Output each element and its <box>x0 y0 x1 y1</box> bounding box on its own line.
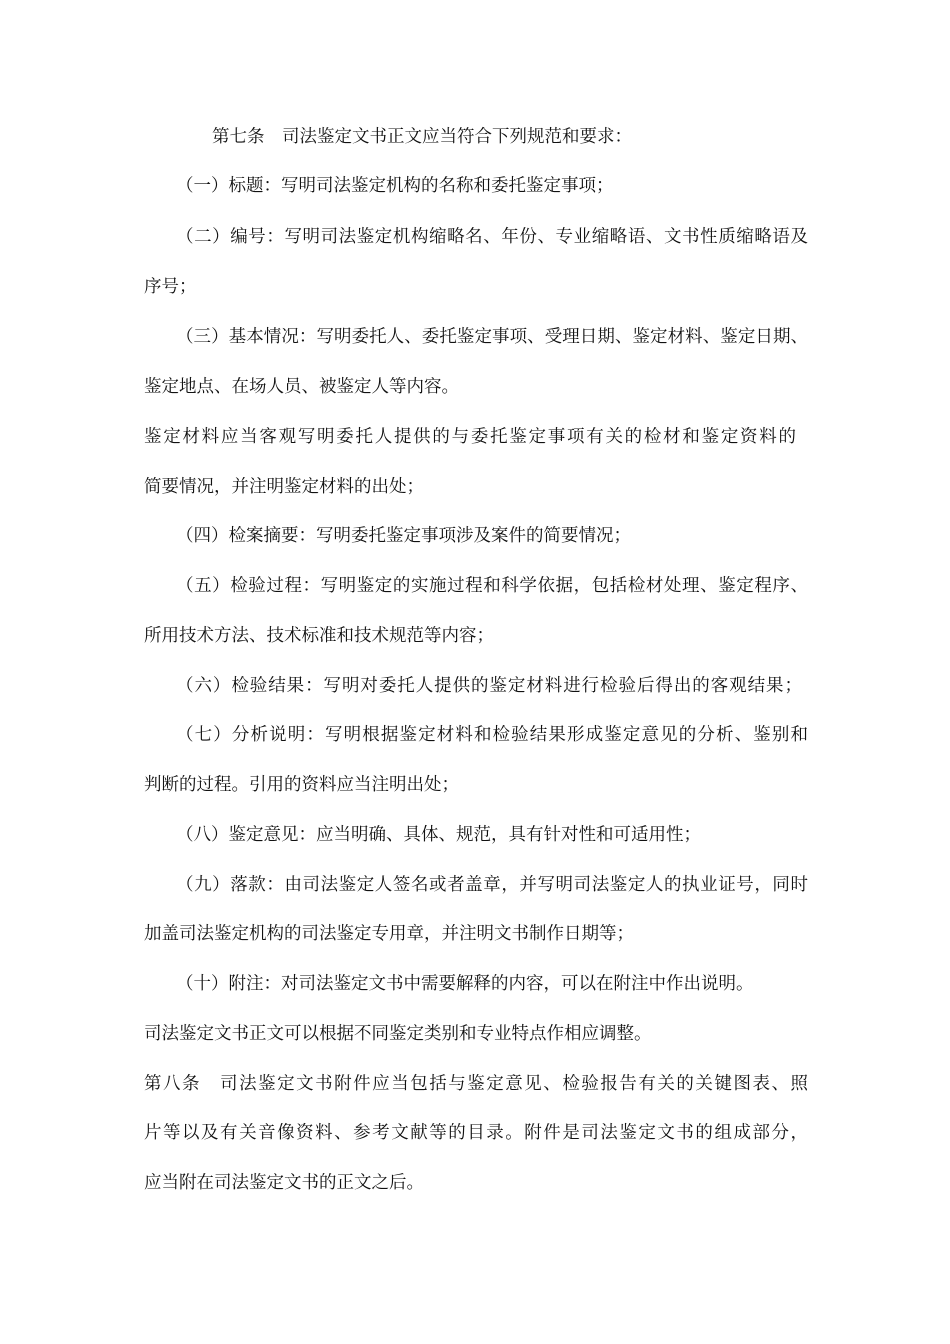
item-1-title: （一）标题：写明司法鉴定机构的名称和委托鉴定事项； <box>176 176 614 196</box>
article-8-body: 片等以及有关音像资料、参考文献等的目录。附件是司法鉴定文书的组成部分， <box>144 1123 808 1143</box>
item-8-opinion: （八）鉴定意见：应当明确、具体、规范，具有针对性和可适用性； <box>176 825 701 845</box>
adjustment-paragraph: 司法鉴定文书正文可以根据不同鉴定类别和专业特点作相应调整。 <box>144 1024 652 1044</box>
item-7-analysis-cont: 判断的过程。引用的资料应当注明出处； <box>144 775 459 795</box>
item-2-number-cont: 序号； <box>144 277 197 297</box>
item-3-basic-info: （三）基本情况：写明委托人、委托鉴定事项、受理日期、鉴定材料、鉴定日期、 <box>176 327 808 347</box>
item-10-notes: （十）附注：对司法鉴定文书中需要解释的内容，可以在附注中作出说明。 <box>176 974 754 994</box>
materials-paragraph: 鉴定材料应当客观写明委托人提供的与委托鉴定事项有关的检材和鉴定资料的 <box>144 427 796 447</box>
item-3-basic-info-cont: 鉴定地点、在场人员、被鉴定人等内容。 <box>144 377 459 397</box>
item-9-signature: （九）落款：由司法鉴定人签名或者盖章，并写明司法鉴定人的执业证号，同时 <box>176 875 808 895</box>
item-5-process: （五）检验过程：写明鉴定的实施过程和科学依据，包括检材处理、鉴定程序、 <box>176 576 808 596</box>
item-6-result: （六）检验结果：写明对委托人提供的鉴定材料进行检验后得出的客观结果； <box>176 676 802 696</box>
article-7-heading: 第七条 司法鉴定文书正文应当符合下列规范和要求： <box>212 127 632 147</box>
item-5-process-cont: 所用技术方法、技术标准和技术规范等内容； <box>144 626 494 646</box>
item-7-analysis: （七）分析说明：写明根据鉴定材料和检验结果形成鉴定意见的分析、鉴别和 <box>176 725 808 745</box>
item-9-signature-cont: 加盖司法鉴定机构的司法鉴定专用章，并注明文书制作日期等； <box>144 924 634 944</box>
article-8-body-cont: 应当附在司法鉴定文书的正文之后。 <box>144 1173 424 1193</box>
item-4-case-summary: （四）检案摘要：写明委托鉴定事项涉及案件的简要情况； <box>176 526 631 546</box>
item-2-number: （二）编号：写明司法鉴定机构缩略名、年份、专业缩略语、文书性质缩略语及 <box>176 227 808 247</box>
article-8-heading: 第八条 司法鉴定文书附件应当包括与鉴定意见、检验报告有关的关键图表、照 <box>144 1074 808 1094</box>
materials-paragraph-cont: 简要情况，并注明鉴定材料的出处； <box>144 477 424 497</box>
